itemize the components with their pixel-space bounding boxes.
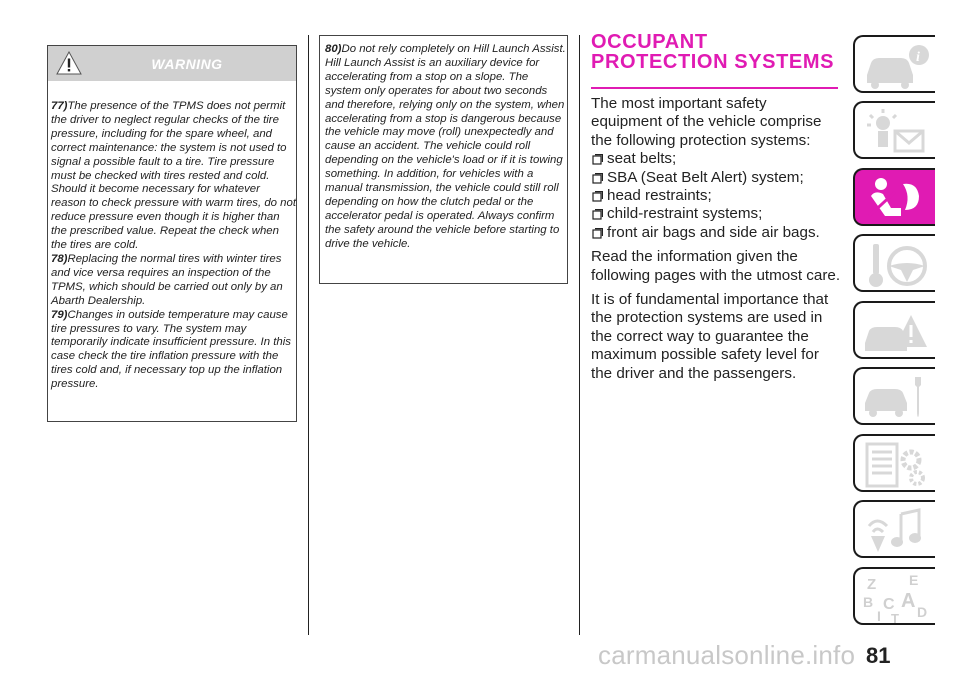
list-item: child-restraint systems;: [591, 205, 841, 223]
note-77: 77)The presence of the TPMS does not permit the driver to neglect regular checks of the tire pressure, including for the spare wheel, and correct maintenance: the system is not used to signal a possible fault to a tire. Tire pressure must be checked with tires rested and cold. Should it become necessary for whatever reason to check pressure with warm tires, do not reduce pressure even though it is higher than the prescribed value. Repeat the check when the tires are cold.: [51, 100, 297, 252]
safety-airbag-icon: [861, 174, 931, 224]
note-80-box: [319, 35, 568, 284]
tab-technical-data[interactable]: [853, 434, 935, 492]
svg-text:E: E: [909, 573, 919, 588]
list-item: seat belts;: [591, 150, 841, 168]
key-steering-icon: [861, 240, 931, 290]
section-body: [591, 95, 841, 389]
bullet-box-icon: [592, 191, 603, 202]
note-80-text: Do not rely completely on Hill Launch Assist. Hill Launch Assist is an auxiliary device for accelerating from a stop on a slope. The system only operates for about two seconds and therefore, relying only on the system, when accelerating from a stop is dangerous because the vehicle may move (roll) unexpectedly and cause an accident. The vehicle could roll depending on the vehicle's load or if it is towing something. In addition, for vehicles with a manual transmission, the vehicle could still roll depending on how the clutch pedal or the accelerator pedal is operated. Always confirm the safety around the vehicle before starting to drive the vehicle.: [325, 43, 566, 250]
svg-text:D: D: [917, 604, 928, 620]
warning-lights-icon: [861, 107, 931, 157]
bullet-box-icon: [592, 154, 603, 165]
section-title-underline: [591, 87, 838, 89]
svg-text:T: T: [891, 611, 899, 623]
tab-servicing[interactable]: [853, 367, 935, 425]
note-78: 78)Replacing the normal tires with winter tires and vice versa requires an inspection of the TPMS, which should be carried out only by an Abarth Dealership.: [51, 252, 283, 307]
note-80-number: 80): [325, 43, 342, 55]
section-title: OCCUPANT PROTECTION SYSTEMS: [591, 31, 835, 73]
car-info-icon: [861, 41, 931, 91]
svg-text:C: C: [883, 596, 895, 613]
car-maintenance-icon: [861, 373, 931, 423]
svg-text:I: I: [877, 608, 881, 623]
tab-index[interactable]: [853, 567, 935, 625]
list-item: front air bags and side air bags.: [591, 224, 841, 242]
page-number: 81: [866, 643, 891, 668]
note-79: 79)Changes in outside temperature may cause tire pressures to vary. The system may temporarily indicate insufficient pressure. In this case check the tire inflation pressure with the tires cold and, if necessary top up the inflation pressure.: [51, 308, 291, 391]
watermark: carmanualsonline.info: [598, 640, 856, 670]
warning-box: [47, 45, 297, 422]
bullet-box-icon: [592, 209, 603, 220]
column-divider-left: [308, 35, 309, 635]
svg-text:A: A: [901, 590, 916, 612]
section-paragraph-2: Read the information given the following pages with the utmost care.: [591, 248, 841, 284]
multimedia-icon: [861, 506, 931, 556]
svg-text:i: i: [916, 50, 920, 65]
car-breakdown-icon: [861, 307, 931, 357]
warning-header: [48, 46, 296, 81]
column-divider-right: [579, 35, 580, 635]
tab-car-info[interactable]: [853, 35, 935, 93]
section-intro: The most important safety equipment of the vehicle comprise the following protection systems:: [591, 95, 822, 149]
tab-emergency[interactable]: [853, 301, 935, 359]
bullet-box-icon: [592, 228, 603, 239]
technical-data-icon: [861, 440, 931, 490]
section-paragraph-3: It is of fundamental importance that the protection systems are used in the correct way to guarantee the maximum possible safety level for the driver and the passengers.: [591, 291, 829, 382]
warning-title: WARNING: [151, 56, 223, 72]
list-item: head restraints;: [591, 187, 841, 205]
tab-starting-driving[interactable]: [853, 234, 935, 292]
svg-text:Z: Z: [867, 576, 877, 593]
warning-body: [48, 81, 296, 392]
index-icon: [861, 573, 931, 623]
protection-systems-list: [591, 150, 841, 242]
tab-multimedia[interactable]: [853, 500, 935, 558]
tab-warning-lights[interactable]: [853, 101, 935, 159]
svg-text:B: B: [863, 594, 874, 610]
tab-safety[interactable]: [853, 168, 935, 226]
bullet-box-icon: [592, 173, 603, 184]
list-item: SBA (Seat Belt Alert) system;: [591, 169, 841, 187]
